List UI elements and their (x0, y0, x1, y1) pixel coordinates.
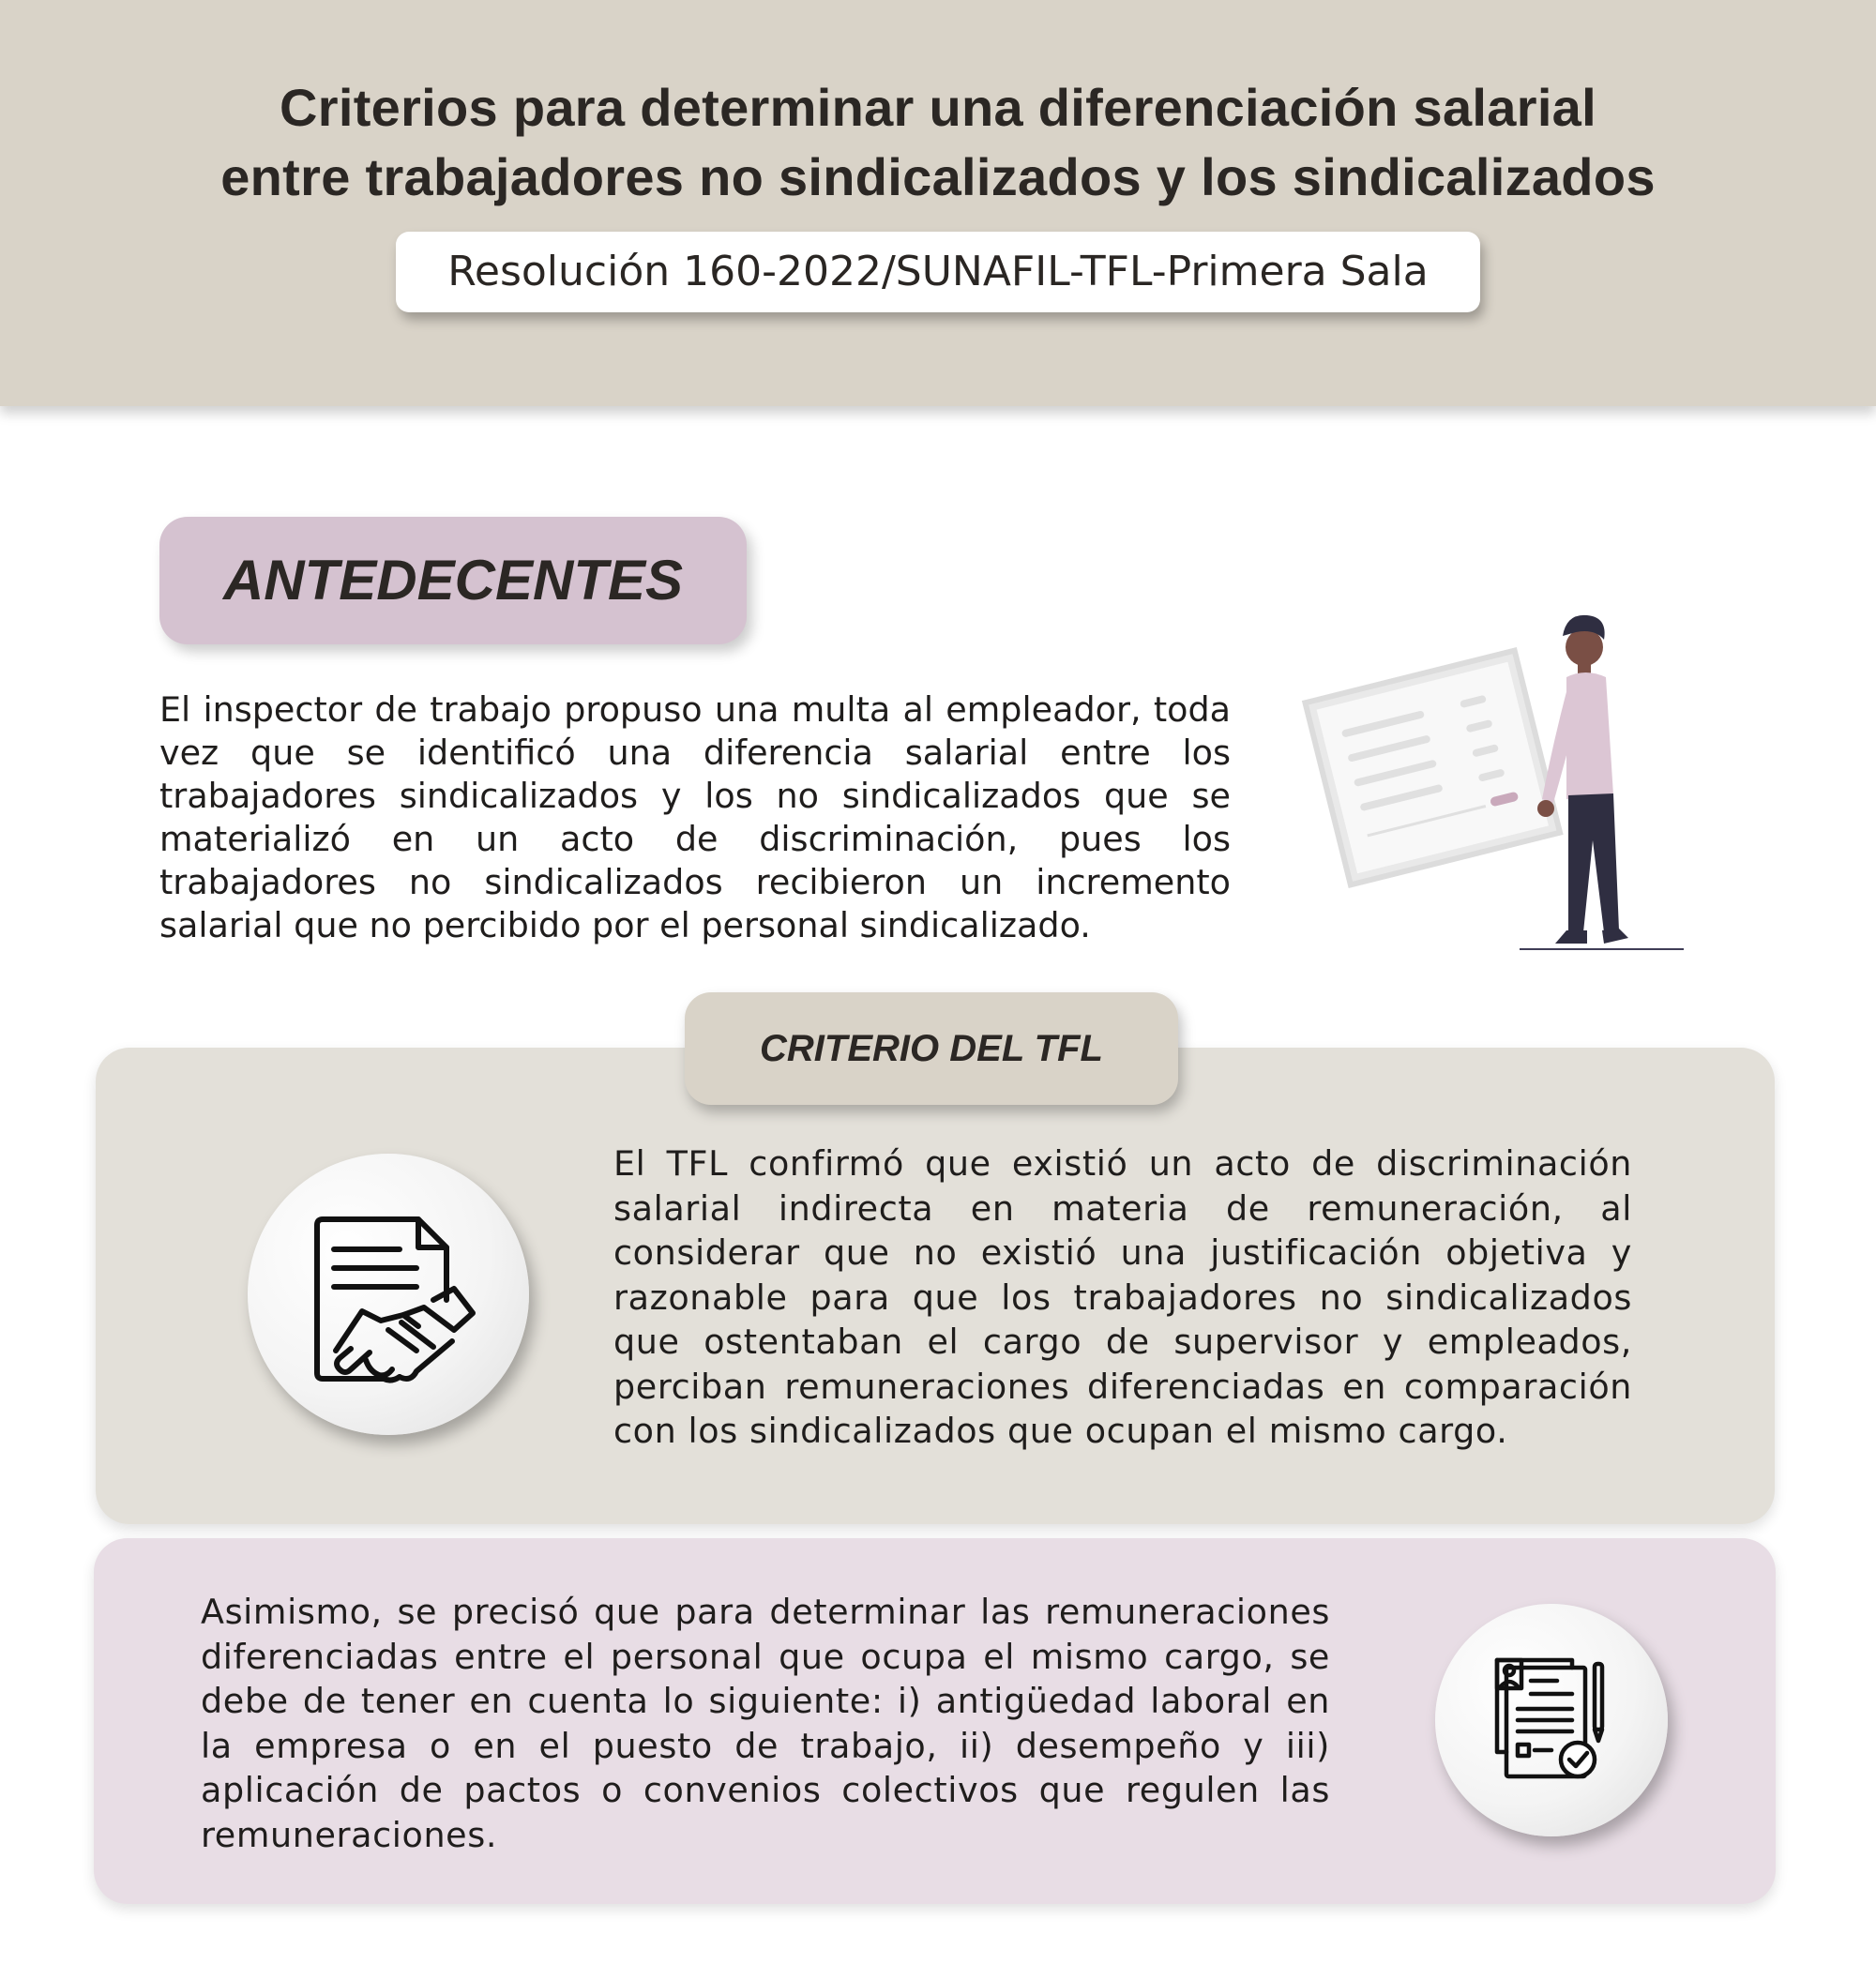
page-title (0, 73, 1876, 212)
criterio-heading: CRITERIO DEL TFL (685, 992, 1178, 1105)
resume-approved-icon (1486, 1654, 1617, 1786)
criterio-paragraph: El TFL confirmó que existió un acto de discriminación salarial indirecta en materia de remuneración, al considerar que no existió una justificación objetiva y razonable para que los trabajadores no sindicalizados que ostentaban el cargo de supervisor y empleados, perciban remuneraciones diferenciadas en comparación con los sindicalizados que ocupan el mismo cargo. (613, 1143, 1632, 1451)
resolution-badge: Resolución 160-2022/SUNAFIL-TFL-Primera Sala (396, 232, 1480, 312)
antecedentes-paragraph: El inspector de trabajo propuso una multa al empleador, toda vez que se identificó una diferencia salarial entre los trabajadores sindicalizados y los no sindicalizados que se materializó en un acto de discriminación, pues los trabajadores no sindicalizados recibieron un incremento salarial que no percibido por el personal sindicalizado. (159, 689, 1231, 945)
antecedentes-heading: ANTEDECENTES (159, 517, 747, 644)
resume-approved-badge (1435, 1604, 1668, 1836)
asimismo-paragraph: Asimismo, se precisó que para determinar las remuneraciones diferenciadas entre el personal que ocupa el mismo cargo, se debe de tener en cuenta lo siguiente: i) antigüedad laboral en la empresa o en el puesto de trabajo, ii) desempeño y iii) aplicación de pactos o convenios colectivos que regulen las remuneraciones. (201, 1592, 1330, 1855)
contract-handshake-badge (248, 1154, 529, 1435)
person-holding-document-icon (1294, 600, 1688, 966)
contract-handshake-icon (313, 1210, 482, 1388)
page-title-line-1: Criterios para determinar una diferenciación salarial (280, 78, 1596, 137)
page-title-line-2: entre trabajadores no sindicalizados y los sindicalizados (220, 147, 1656, 206)
